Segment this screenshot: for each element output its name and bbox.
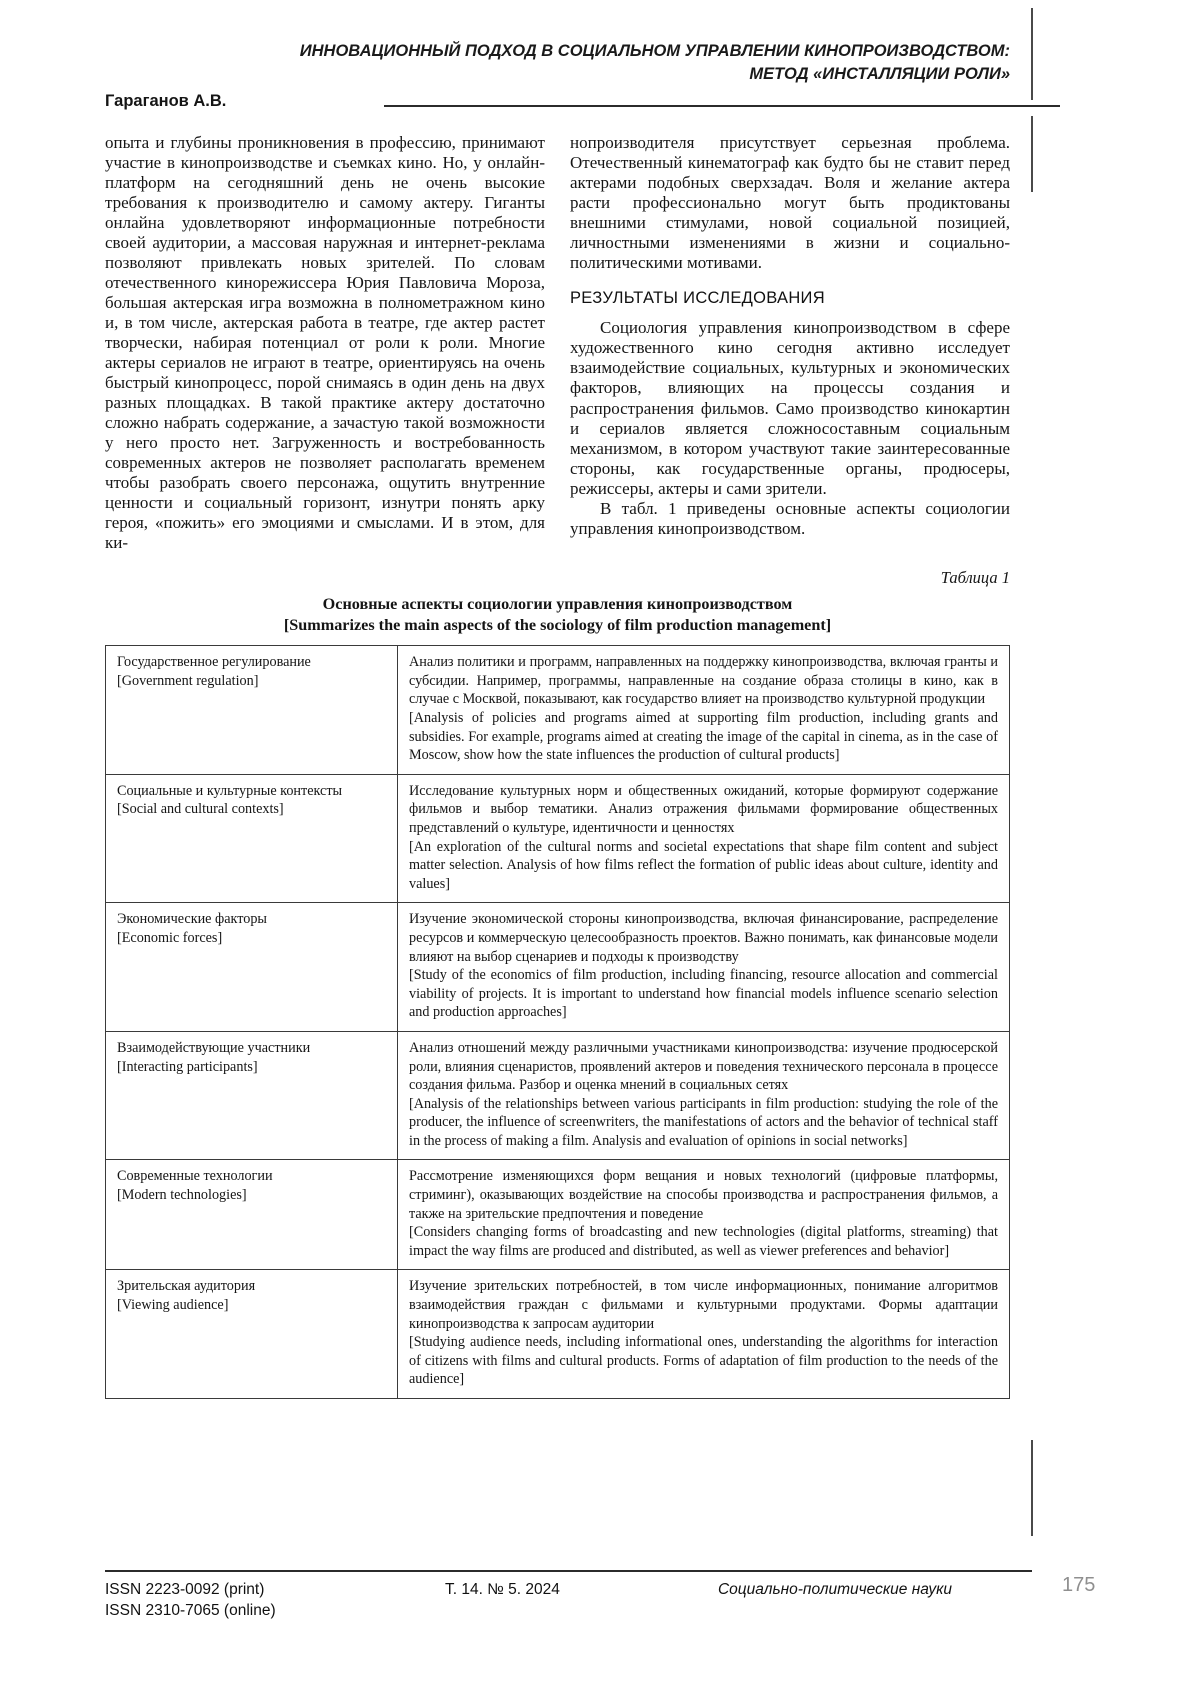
aspect-desc-cell (398, 903, 1010, 1032)
issn-print: ISSN 2223-0092 (print) (105, 1581, 265, 1598)
left-column (105, 133, 545, 554)
body-paragraph: опыта и глубины проникновения в профессию, принимают участие в кинопроизводстве и съемках кино. Но, у онлайн-платформ на сегодняшний день не очень высокие требования к производителю и самому актеру. Гиганты онлайна удовлетворяют информационные потребности своей аудитории, а массовая наружная и интернет-реклама позволяют привлекать новых зрителей. По словам отечественного кинорежиссера Юрия Павловича Мороза, большая актерская игра возможна в полнометражном кино и, в том числе, актерская работа в театре, где актер растет творчески, набирая потенциал от роли к роли. Многие актеры сериалов не играют в театре, ориентируясь на очень быстрый кинопроцесс, порой снимаясь в один день на двух разных площадках. В такой практике актеру достаточно сложно набрать содержание, а зачастую такой возможности у него просто нет. Загруженность и востребованность современных актеров не позволяет располагать временем чтобы разобрать своего персонажа, ощутить внутренние ценности и социальный горизонт, изнутри понять арку героя, «пожить» его эмоциями и смыслами. И в этом, для ки- (105, 132, 545, 553)
table-number-label: Таблица 1 (940, 567, 1010, 587)
term-ru: Государственное регулирование (117, 654, 311, 671)
running-title-line2: МЕТОД «ИНСТАЛЛЯЦИИ РОЛИ» (749, 64, 1010, 83)
desc-ru: Исследование культурных норм и общественных ожиданий, которые формируют содержание фильмов и выбор тематики. Анализ отражения фильмами формирование общественных представлений о культуре, идентичности и ценностях (409, 782, 998, 836)
term-en: [Modern technologies] (117, 1187, 247, 1204)
running-title-line1: ИННОВАЦИОННЫЙ ПОДХОД В СОЦИАЛЬНОМ УПРАВЛЕНИИ КИНОПРОИЗВОДСТВОМ: (299, 42, 1010, 60)
term-ru: Экономические факторы (117, 911, 267, 928)
author-name: Гараганов А.В. (105, 91, 227, 110)
desc-en: [Studying audience needs, including informational ones, understanding the algorithms for interaction of citizens with films and cultural products. Forms of adaptation of film production to the needs of the audience] (409, 1334, 998, 1388)
term-ru: Социальные и культурные контексты (117, 782, 343, 799)
footer-divider (105, 1570, 1032, 1572)
page-footer (105, 1580, 1010, 1622)
volume-issue: Т. 14. № 5. 2024 (445, 1581, 560, 1598)
margin-rule-top-upper (1031, 8, 1033, 100)
desc-ru: Анализ политики и программ, направленных на поддержку кинопроизводства, включая гранты и субсидии. Например, программы, направленные на создание образа столицы в кино, как в случае с Москвой, показывают, как государство влияет на производство культурной продукции (409, 654, 998, 708)
header-divider (384, 105, 1060, 107)
desc-en: [Study of the economics of film production, including financing, resource allocation and commercial viability of projects. It is important to understand how financial models influence scenario selection and production approaches] (409, 967, 998, 1021)
running-title (105, 40, 1010, 86)
term-ru: Зрительская аудитория (117, 1278, 256, 1295)
aspect-desc-cell (398, 1270, 1010, 1399)
table-row (106, 1031, 1010, 1160)
issn-block (105, 1580, 445, 1622)
issn-online: ISSN 2310-7065 (online) (105, 1601, 276, 1619)
term-en: [Government regulation] (117, 672, 259, 689)
desc-ru: Рассмотрение изменяющихся форм вещания и новых технологий (цифровые платформы, стриминг), оказывающих воздействие на способы производства и распространения фильмов, а также на зрительские предпочтения и поведение (409, 1168, 998, 1222)
desc-ru: Изучение зрительских потребностей, в том числе информационных, понимание алгоритмов взаимодействия граждан с фильмами и культурными продуктами. Формы адаптации кинопроизводства к запросам аудитории (409, 1278, 998, 1332)
aspect-term-cell (106, 1270, 398, 1399)
aspects-table (105, 645, 1010, 1399)
aspect-desc-cell (398, 646, 1010, 775)
aspect-term-cell (106, 1031, 398, 1160)
aspect-term-cell (106, 774, 398, 903)
aspect-term-cell (106, 646, 398, 775)
journal-name: Социально-политические науки (717, 1581, 953, 1598)
table-row (106, 646, 1010, 775)
term-ru: Взаимодействующие участники (117, 1039, 311, 1056)
aspect-term-cell (106, 1160, 398, 1270)
desc-en: [An exploration of the cultural norms and societal expectations that shape film content and subject matter selection. Analysis of how films reflect the formation of public ideas about culture, identity and values] (409, 838, 998, 892)
section-heading-results: РЕЗУЛЬТАТЫ ИССЛЕДОВАНИЯ (570, 288, 825, 307)
body-paragraph: В табл. 1 приведены основные аспекты социологии управления кинопроизводством. (570, 498, 1010, 538)
aspect-desc-cell (398, 1160, 1010, 1270)
desc-en: [Considers changing forms of broadcasting and new technologies (digital platforms, streaming) that impact the way films are produced and distributed, as well as viewer preferences and behavior] (409, 1224, 998, 1259)
table-row (106, 1270, 1010, 1399)
table-row (106, 903, 1010, 1032)
desc-ru: Изучение экономической стороны кинопроизводства, включая финансирование, распределение ресурсов и коммерческую целесообразность проектов. Важно понимать, как финансовые модели влияют на выбор сценариев и подходы к производству (409, 911, 998, 965)
margin-rule-top-lower (1031, 116, 1033, 192)
aspect-term-cell (106, 903, 398, 1032)
table-title-ru: Основные аспекты социологии управления кинопроизводством (322, 594, 793, 613)
body-columns (105, 133, 1010, 554)
right-column (570, 133, 1010, 554)
desc-en: [Analysis of the relationships between various participants in film production: studying the role of the producer, the influence of screenwriters, the manifestations of actors and the behavior of technical staff in the process of making a film. Analysis and evaluation of opinions in social networks] (409, 1095, 998, 1149)
desc-en: [Analysis of policies and programs aimed at supporting film production, including grants and subsidies. For example, programs aimed at creating the image of the capital in cinema, as in the case of Moscow, show how the state influences the production of cultural products] (409, 710, 998, 764)
table-row (106, 774, 1010, 903)
desc-ru: Анализ отношений между различными участниками кинопроизводства: изучение продюсерской роли, влияния сценаристов, проявлений актеров и поведения технического персонала в процессе создания фильма. Разбор и оценка мнений в социальных сетях (409, 1039, 998, 1094)
table-title (105, 594, 1010, 638)
body-paragraph: Социология управления кинопроизводством в сфере художественного кино сегодня активно исследует взаимодействие социальных, культурных и экономических факторов, влияющих на процессы создания и распространения фильмов. Само производство кинокартин и сериалов является сложносоставным социальным механизмом, в котором участвуют такие заинтересованные стороны, как государственные органы, продюсеры, режиссеры, актеры и сами зрители. (570, 318, 1010, 498)
term-en: [Social and cultural contexts] (117, 801, 284, 818)
page-header (105, 40, 1010, 111)
table-title-en: [Summarizes the main aspects of the sociology of film production management] (283, 616, 832, 635)
term-en: [Economic forces] (117, 929, 223, 946)
term-en: [Viewing audience] (117, 1297, 229, 1314)
body-paragraph: нопроизводителя присутствует серьезная проблема. Отечественный кинематограф как будто бы не ставит перед актерами подобных сверхзадач. Воля и желание актера расти профессионально могут быть продиктованы внешними стимулами, новой социальной позицией, личностными изменениями в жизни и социально-политическими мотивами. (570, 132, 1010, 272)
table-row (106, 1160, 1010, 1270)
aspect-desc-cell (398, 1031, 1010, 1160)
term-en: [Interacting participants] (117, 1058, 258, 1075)
margin-rule-bottom (1031, 1440, 1033, 1536)
page-number: 175 (1062, 1574, 1096, 1596)
term-ru: Современные технологии (117, 1168, 273, 1185)
aspect-desc-cell (398, 774, 1010, 903)
author-row (105, 92, 1060, 111)
